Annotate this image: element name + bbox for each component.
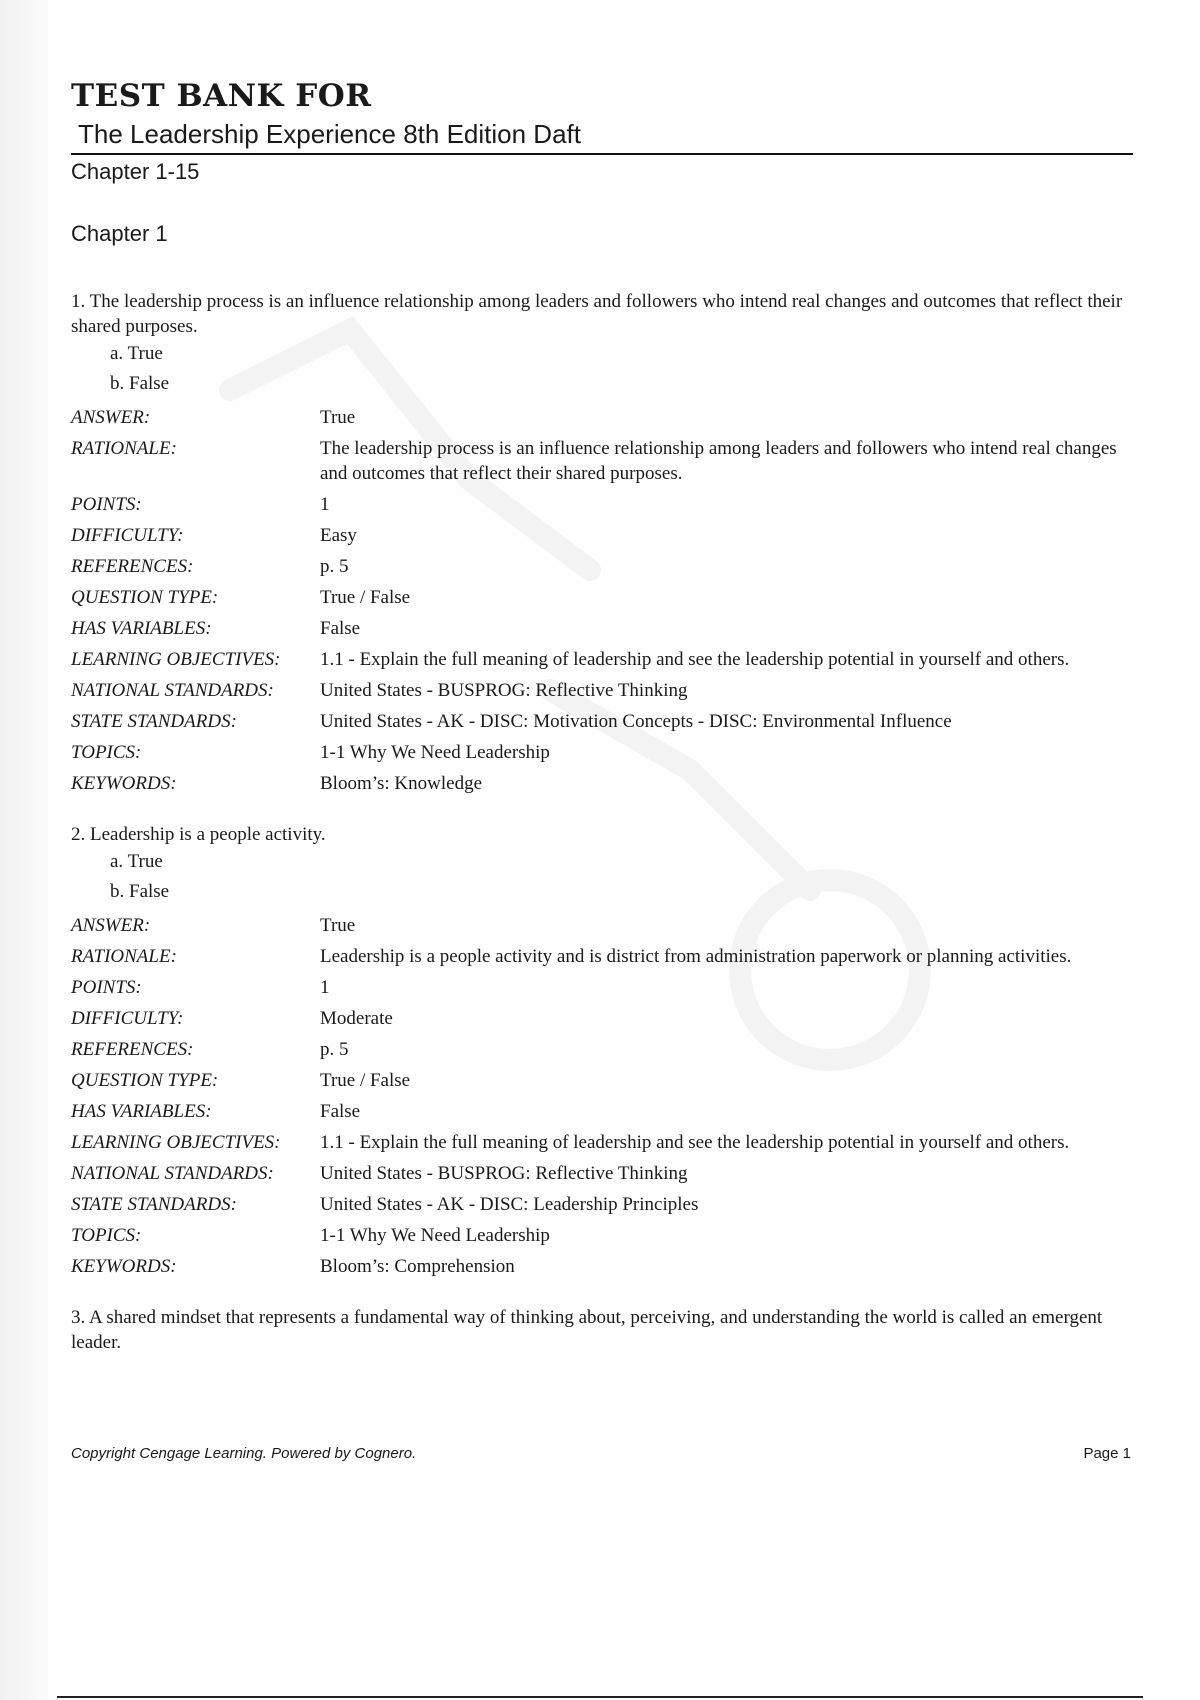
metadata-value: 1-1 Why We Need Leadership xyxy=(320,742,550,763)
question-block xyxy=(71,1305,1133,1355)
metadata-row xyxy=(71,1130,1133,1155)
metadata-value: True / False xyxy=(320,1070,411,1091)
metadata-row xyxy=(71,554,1133,579)
metadata-row xyxy=(71,1099,1133,1124)
metadata-value: Bloom’s: Knowledge xyxy=(320,773,483,794)
metadata-row xyxy=(71,1037,1133,1062)
metadata-value: The leadership process is an influence relationship among leaders and followers who intend real changes and outcomes that reflect their shared purposes. xyxy=(320,438,1117,484)
metadata-row xyxy=(71,944,1133,969)
document-subtitle: The Leadership Experience 8th Edition Daft xyxy=(78,119,581,149)
metadata-label: RATIONALE: xyxy=(71,438,177,459)
question-text: 3. A shared mindset that represents a fundamental way of thinking about, perceiving, and understanding the world is called an emergent leader. xyxy=(71,1307,1103,1353)
metadata-value: 1 xyxy=(320,494,330,515)
metadata-label: TOPICS: xyxy=(71,1225,142,1246)
metadata-label: REFERENCES: xyxy=(71,556,194,577)
metadata-value: United States - BUSPROG: Reflective Thinking xyxy=(320,1163,688,1184)
page-content xyxy=(71,74,1133,1355)
question-text: 2. Leadership is a people activity. xyxy=(71,824,326,845)
metadata-row xyxy=(71,436,1133,486)
metadata-row xyxy=(71,585,1133,610)
metadata-label: RATIONALE: xyxy=(71,946,177,967)
metadata-label: POINTS: xyxy=(71,494,142,515)
metadata-label: STATE STANDARDS: xyxy=(71,1194,237,1215)
metadata-value: 1 xyxy=(320,977,330,998)
metadata-value: True / False xyxy=(320,587,411,608)
metadata-value: False xyxy=(320,1101,361,1122)
metadata-row xyxy=(71,1068,1133,1093)
question-text: 1. The leadership process is an influence relationship among leaders and followers who intend real changes and outcomes that reflect their shared purposes. xyxy=(71,291,1123,337)
metadata-value: 1.1 - Explain the full meaning of leadership and see the leadership potential in yourself and others. xyxy=(320,1132,1070,1153)
metadata-label: DIFFICULTY: xyxy=(71,525,184,546)
page-footer xyxy=(71,1444,1131,1464)
metadata-row xyxy=(71,616,1133,641)
question-block xyxy=(71,822,1133,1279)
metadata-label: ANSWER: xyxy=(71,915,151,936)
metadata-row xyxy=(71,647,1133,672)
footer-copyright: Copyright Cengage Learning. Powered by Cognero. xyxy=(71,1445,417,1462)
metadata-value: Bloom’s: Comprehension xyxy=(320,1256,515,1277)
metadata-value: Leadership is a people activity and is district from administration paperwork or planning activities. xyxy=(320,946,1072,967)
metadata-label: NATIONAL STANDARDS: xyxy=(71,1163,274,1184)
metadata-label: KEYWORDS: xyxy=(71,773,177,794)
answer-option: b. False xyxy=(110,881,170,902)
metadata-value: Easy xyxy=(320,525,357,546)
page-left-margin-shade xyxy=(0,0,48,1700)
answer-option: a. True xyxy=(110,851,163,872)
metadata-row xyxy=(71,523,1133,548)
answer-option: b. False xyxy=(110,373,170,394)
metadata-label: NATIONAL STANDARDS: xyxy=(71,680,274,701)
metadata-label: LEARNING OBJECTIVES: xyxy=(71,649,281,670)
metadata-row xyxy=(71,975,1133,1000)
metadata-label: QUESTION TYPE: xyxy=(71,1070,219,1091)
metadata-value: False xyxy=(320,618,361,639)
metadata-row xyxy=(71,1254,1133,1279)
metadata-row xyxy=(71,1223,1133,1248)
metadata-label: POINTS: xyxy=(71,977,142,998)
metadata-row xyxy=(71,771,1133,796)
metadata-row xyxy=(71,1161,1133,1186)
metadata-label: ANSWER: xyxy=(71,407,151,428)
metadata-value: United States - BUSPROG: Reflective Thinking xyxy=(320,680,688,701)
question-list xyxy=(71,289,1133,1355)
metadata-label: HAS VARIABLES: xyxy=(71,618,212,639)
metadata-value: Moderate xyxy=(320,1008,393,1029)
metadata-label: DIFFICULTY: xyxy=(71,1008,184,1029)
metadata-value: United States - AK - DISC: Leadership Principles xyxy=(320,1194,699,1215)
metadata-value: p. 5 xyxy=(320,1039,349,1060)
metadata-value: p. 5 xyxy=(320,556,349,577)
metadata-label: TOPICS: xyxy=(71,742,142,763)
metadata-value: United States - AK - DISC: Motivation Concepts - DISC: Environmental Influence xyxy=(320,711,952,732)
bottom-divider xyxy=(57,1696,1143,1698)
metadata-row xyxy=(71,678,1133,703)
metadata-row xyxy=(71,405,1133,430)
metadata-row xyxy=(71,1006,1133,1031)
metadata-row xyxy=(71,740,1133,765)
metadata-value: True xyxy=(320,407,356,428)
metadata-row xyxy=(71,492,1133,517)
chapter-heading: Chapter 1 xyxy=(71,221,168,246)
metadata-value: 1-1 Why We Need Leadership xyxy=(320,1225,550,1246)
metadata-label: QUESTION TYPE: xyxy=(71,587,219,608)
title-divider xyxy=(71,153,1133,155)
answer-option: a. True xyxy=(110,343,163,364)
document-title: TEST BANK FOR xyxy=(71,78,372,114)
metadata-label: REFERENCES: xyxy=(71,1039,194,1060)
metadata-row xyxy=(71,913,1133,938)
metadata-value: 1.1 - Explain the full meaning of leadership and see the leadership potential in yourself and others. xyxy=(320,649,1070,670)
metadata-value: True xyxy=(320,915,356,936)
chapter-range: Chapter 1-15 xyxy=(71,159,200,184)
metadata-row xyxy=(71,709,1133,734)
metadata-label: KEYWORDS: xyxy=(71,1256,177,1277)
metadata-label: STATE STANDARDS: xyxy=(71,711,237,732)
question-block xyxy=(71,289,1133,796)
metadata-label: LEARNING OBJECTIVES: xyxy=(71,1132,281,1153)
metadata-row xyxy=(71,1192,1133,1217)
metadata-label: HAS VARIABLES: xyxy=(71,1101,212,1122)
footer-page-number: Page 1 xyxy=(1083,1445,1131,1462)
